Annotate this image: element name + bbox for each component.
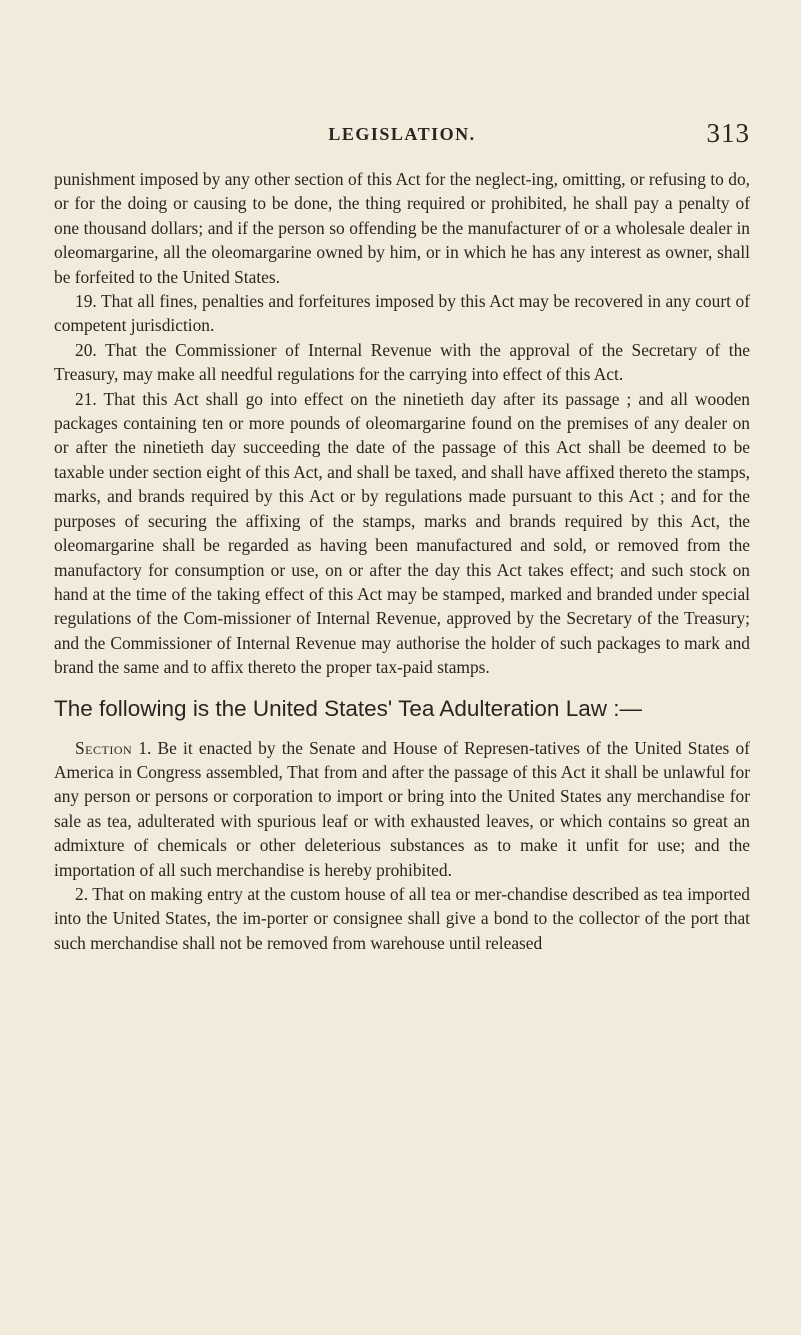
- paragraph-continuation: punishment imposed by any other section of this Act for the neglect-ing, omitting, or refusing to do, or for the doing or causing to be done, the thing required or prohibited, he shall pay a penalty of one thousand dollars; and if the person so offending be the manufacturer of or a wholesale dealer in oleomargarine, all the oleomargarine owned by him, or in which he has any interest as owner, shall be forfeited to the United States.: [54, 169, 750, 287]
- paragraph-section-20: 20. That the Commissioner of Internal Revenue with the approval of the Secretary of the Treasury, may make all needful regulations for the carrying into effect of this Act.: [54, 339, 750, 385]
- paragraph-tea-section-2: 2. That on making entry at the custom house of all tea or mer-chandise described as tea imported into the United States, the im-porter or consignee shall give a bond to the collector of the port that such merchandise shall not be removed from warehouse until released: [54, 883, 750, 953]
- paragraph-section-19: 19. That all fines, penalties and forfeitures imposed by this Act may be recovered in any court of competent jurisdiction.: [54, 291, 750, 336]
- section-label: Section: [75, 737, 133, 758]
- body-text: [54, 167, 750, 955]
- running-head: LEGISLATION.: [328, 124, 476, 144]
- section-heading: The following is the United States' Tea Adulteration Law :—: [54, 695, 642, 721]
- page-header: [54, 118, 750, 154]
- page-number: 313: [706, 118, 750, 148]
- tea-section-1-text: 1. Be it enacted by the Senate and House of Represen-tatives of the United States of America in Congress assembled, That from and after the passage of this Act it shall be unlawful for any person or persons or corporation to import or bring into the United States any merchandise for sale as tea, adulterated with spurious leaf or with exhausted leaves, or which contains so great an admixture of chemicals or other deleterious substances as to make it unfit for use; and the importation of all such merchandise is hereby prohibited.: [54, 737, 750, 880]
- paragraph-tea-section-1: [54, 736, 750, 882]
- paragraph-section-21: 21. That this Act shall go into effect on the ninetieth day after its passage ; and all wooden packages containing ten or more pounds of oleomargarine found on the premises of any dealer on or after the ninetieth day succeeding the date of the passage of this Act shall be deemed to be taxable under section eight of this Act, and shall be taxed, and shall have affixed thereto the stamps, marks, and brands required by this Act or by regulations made pursuant to this Act ; and for the purposes of securing the affixing of the stamps, marks and brands required by this Act, the oleomargarine shall be regarded as having been manufactured and sold, or removed from the manufactory for consumption or use, on or after the day this Act takes effect; and such stock on hand at the time of the taking effect of this Act may be stamped, marked and branded under special regulations of the Com-missioner of Internal Revenue, approved by the Secretary of the Treasury; and the Commissioner of Internal Revenue may authorise the holder of such packages to mark and brand the same and to affix thereto the proper tax-paid stamps.: [54, 388, 750, 678]
